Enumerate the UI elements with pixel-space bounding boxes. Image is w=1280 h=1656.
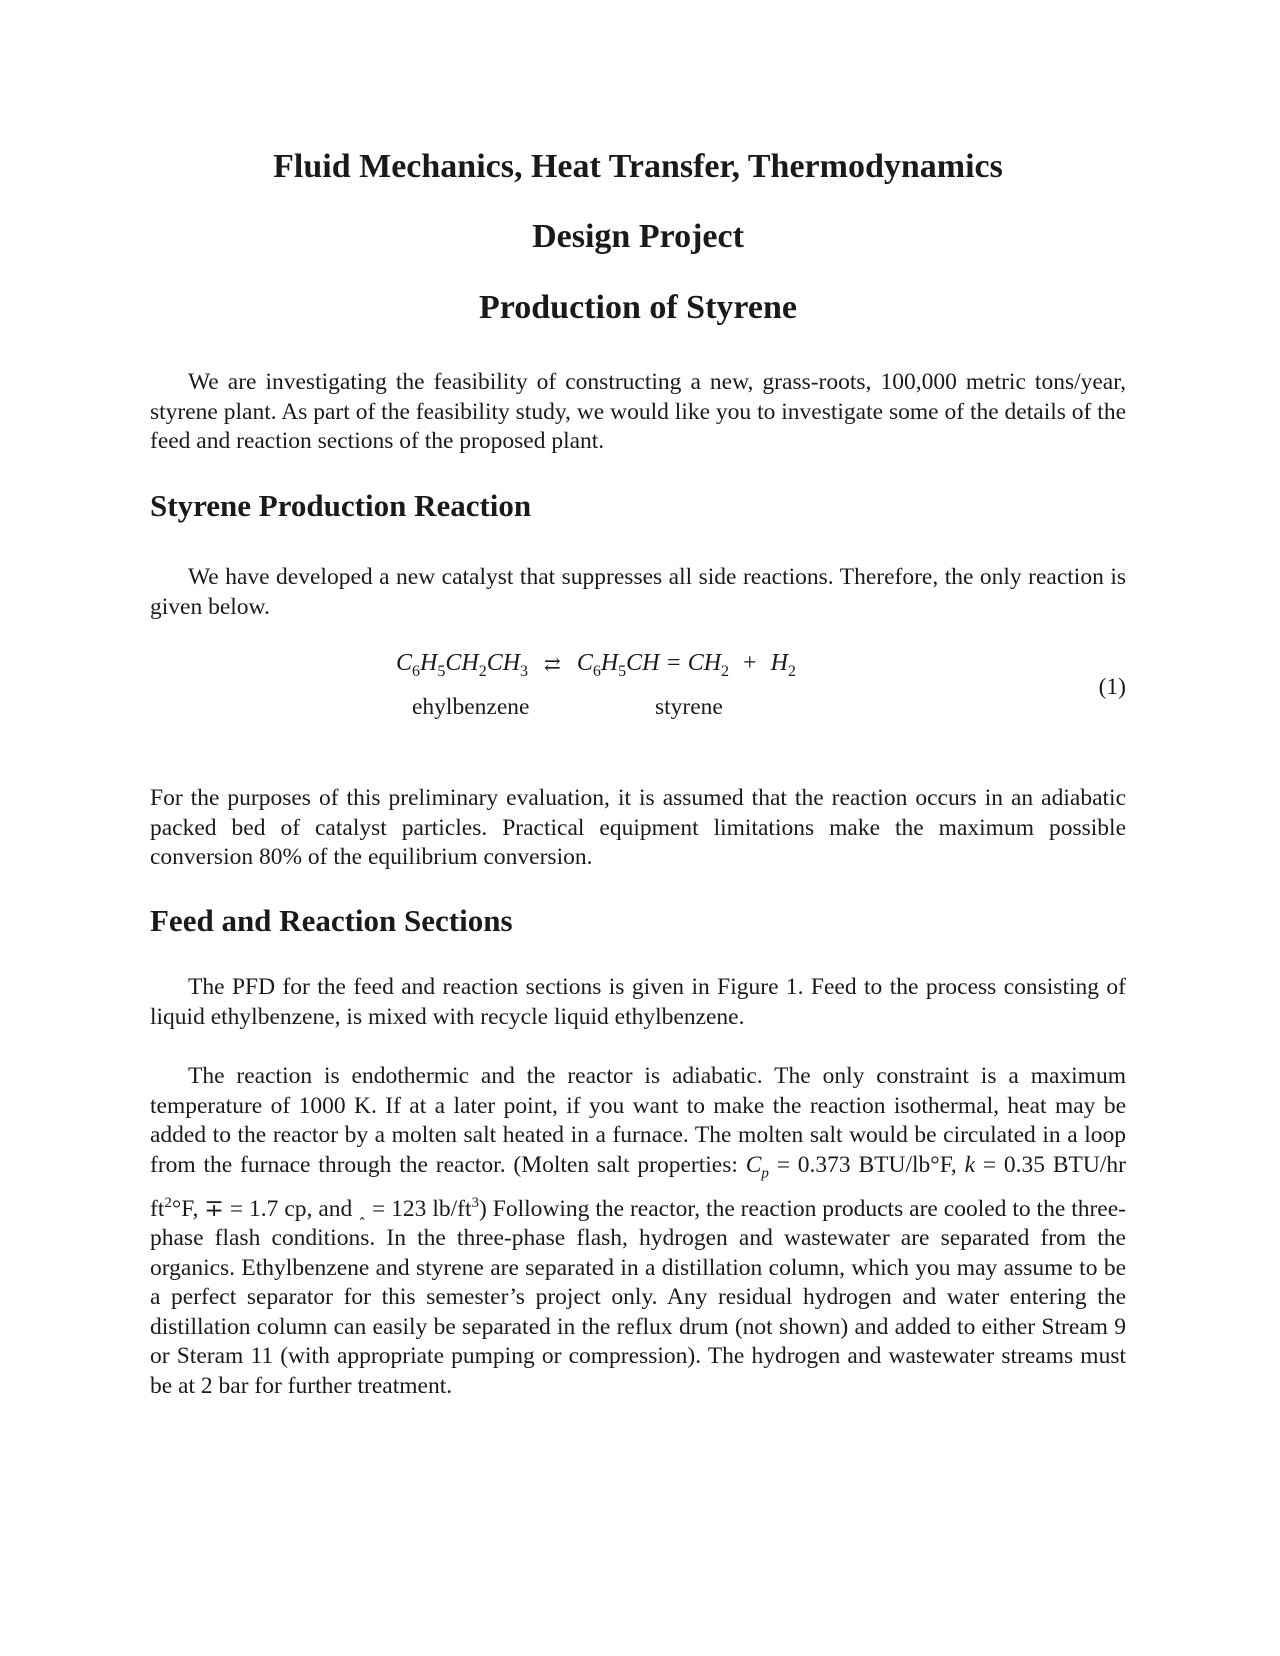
reaction-intro-paragraph bbox=[150, 563, 1126, 622]
project-title: Production of Styrene bbox=[479, 289, 797, 326]
equation-formula: $C_6H_5CH_2CH_3$ ⇄ $C_6H_5CH = CH_2 + H_2$ bbox=[396, 650, 796, 680]
cp-subscript: p bbox=[761, 1165, 769, 1182]
equation-number: (1) bbox=[1098, 674, 1126, 700]
reactor-text-e: ) Following the reactor, the reaction products are cooled to the three-phase flash conditions. In the three-phase flash, hydrogen and wastewater are separated from the organics. Ethylbenzene and styrene are separated in a distillation column, which you may assume to be a perfect separator for this semester’s project only. Any residual hydrogen and water entering the distillation column can easily be separated in the reflux drum (not shown) and added to either Stream 9 or Steram 11 (with appropriate pumping or compression). The hydrogen and wastewater streams must be at 2 bar for further treatment. bbox=[150, 1195, 1126, 1399]
assumption-paragraph: For the purposes of this preliminary evaluation, it is assumed that the reaction occurs in an adiabatic packed bed of catalyst particles. Practical equipment limitations make the maximum possible conversion 80% of the equilibrium conversion. bbox=[150, 785, 1126, 870]
intro-text: We are investigating the feasibility of constructing a new, grass-roots, 100,000 metric tons/year, styrene plant. As part of the feasibility study, we would like you to investigate some of the details of the feed and reaction sections of the proposed plant. bbox=[150, 369, 1126, 454]
section-heading-feed: Feed and Reaction Sections bbox=[150, 903, 513, 938]
reaction-intro-text: We have developed a new catalyst that suppresses all side reactions. Therefore, the only reaction is given below. bbox=[150, 564, 1126, 620]
reaction-equation bbox=[150, 650, 1126, 730]
section-heading-reaction: Styrene Production Reaction bbox=[150, 488, 532, 523]
intro-paragraph bbox=[150, 368, 1126, 457]
document-title: Fluid Mechanics, Heat Transfer, Thermodynamics bbox=[273, 148, 1003, 185]
pfd-text: The PFD for the feed and reaction sections is given in Figure 1. Feed to the process consisting of liquid ethylbenzene, is mixed with recycle liquid ethylbenzene. bbox=[150, 974, 1126, 1030]
superscript-2: 2 bbox=[164, 1194, 172, 1211]
reactor-text-b: = 0.373 BTU/lb°F, bbox=[768, 1151, 965, 1178]
pfd-paragraph bbox=[150, 973, 1126, 1032]
reactant-label: ehylbenzene bbox=[412, 694, 530, 720]
product-label: styrene bbox=[655, 694, 723, 720]
cp-symbol: C bbox=[745, 1151, 762, 1178]
document-subtitle: Design Project bbox=[532, 218, 744, 255]
equilibrium-arrow-icon: ⇄ bbox=[544, 653, 561, 676]
reactor-paragraph bbox=[150, 1062, 1126, 1401]
reactor-text-a: The reaction is endothermic and the reactor is adiabatic. The only constraint is a maximum temperature of 1000 K. If at a later point, if you want to make the reaction isothermal, heat may be added to the reactor by a molten salt heated in a furnace. The molten salt would be circulated in a loop from the furnace through the reactor. (Molten salt properties: bbox=[150, 1063, 1126, 1178]
reactor-text-c: = 0.35 BTU/hr ft bbox=[150, 1151, 1126, 1222]
reactor-text-d: °F, ∓ = 1.7 cp, and ˰ = 123 lb/ft bbox=[171, 1195, 472, 1222]
k-symbol: k bbox=[964, 1151, 976, 1178]
superscript-3: 3 bbox=[471, 1194, 479, 1211]
